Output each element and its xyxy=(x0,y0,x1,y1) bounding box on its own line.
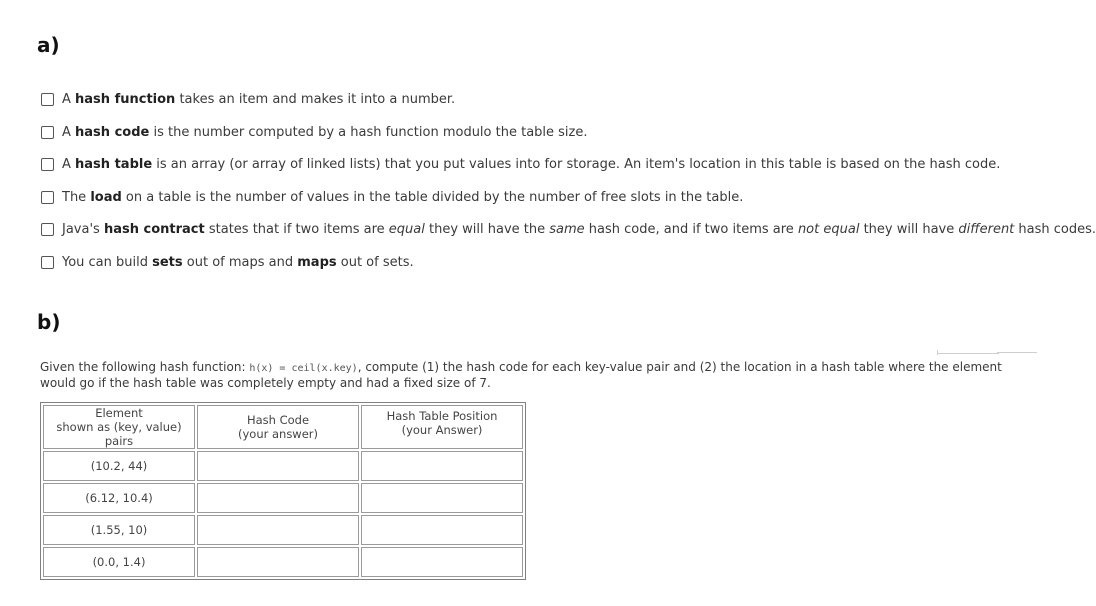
bold-term: sets xyxy=(152,254,183,270)
emphasis-text: same xyxy=(549,221,585,237)
header-element-line2: shown as (key, value) pairs xyxy=(56,420,182,448)
bold-term: hash contract xyxy=(103,221,205,237)
option-text: hash code, and if two items are xyxy=(584,221,798,237)
element-cell: (1.55, 10) xyxy=(43,515,195,545)
option-row[interactable] xyxy=(41,254,414,270)
bold-term: hash function xyxy=(75,91,176,107)
header-element xyxy=(43,405,195,449)
option-checkbox[interactable] xyxy=(41,126,54,139)
emphasis-text: equal xyxy=(388,221,425,237)
option-checkbox[interactable] xyxy=(41,191,54,204)
option-label xyxy=(62,222,1096,237)
header-pos-line2: (your Answer) xyxy=(401,423,483,437)
table-row xyxy=(43,483,523,513)
option-row[interactable] xyxy=(41,124,588,140)
table-position-answer-cell[interactable] xyxy=(361,451,523,481)
option-row[interactable] xyxy=(41,91,455,107)
hash-code-answer-cell[interactable] xyxy=(197,515,359,545)
table-position-answer-cell[interactable] xyxy=(361,547,523,577)
hash-function-code: h(x) = ceil(x.key) xyxy=(249,363,358,374)
element-cell: (10.2, 44) xyxy=(43,451,195,481)
prompt-rest: , compute (1) the hash code for each key-value pair and (2) the location in a hash table where the element would go if the hash table was completely empty and had a fixed size of 7. xyxy=(40,360,1002,390)
bold-term: hash code xyxy=(75,124,150,140)
option-label xyxy=(62,157,1000,172)
header-hash-line1: Hash Code xyxy=(246,413,310,427)
option-text: A xyxy=(62,156,76,172)
option-checkbox[interactable] xyxy=(41,158,54,171)
option-label xyxy=(62,255,414,270)
header-element-line1: Element xyxy=(95,406,143,420)
divider-line xyxy=(937,353,999,354)
option-row[interactable] xyxy=(41,156,1000,172)
option-text: takes an item and makes it into a number. xyxy=(175,91,456,107)
table-row xyxy=(43,547,523,577)
table-header-row xyxy=(43,405,523,449)
table-row xyxy=(43,451,523,481)
option-text: A xyxy=(62,91,76,107)
header-pos-line1: Hash Table Position xyxy=(386,409,498,423)
option-text: on a table is the number of values in the table divided by the number of free slots in the table. xyxy=(121,189,744,205)
emphasis-text: different xyxy=(958,221,1015,237)
option-text: is the number computed by a hash function modulo the table size. xyxy=(149,124,588,140)
option-text: is an array (or array of linked lists) that you put values into for storage. An item's location in this table is based on the hash code. xyxy=(152,156,1001,172)
table-position-answer-cell[interactable] xyxy=(361,483,523,513)
part-a-label: a) xyxy=(37,33,60,57)
option-checkbox[interactable] xyxy=(41,93,54,106)
table-row xyxy=(43,515,523,545)
prompt-intro: Given the following hash function: xyxy=(40,360,250,374)
option-row[interactable] xyxy=(41,221,1096,237)
bold-term: maps xyxy=(297,254,337,270)
option-text: The xyxy=(62,189,91,205)
option-text: You can build xyxy=(62,254,153,270)
option-checkbox[interactable] xyxy=(41,223,54,236)
bold-term: load xyxy=(90,189,122,205)
divider-line-2 xyxy=(997,352,1037,353)
hash-code-answer-cell[interactable] xyxy=(197,547,359,577)
option-text: they will have the xyxy=(424,221,550,237)
element-cell: (0.0, 1.4) xyxy=(43,547,195,577)
header-table-position xyxy=(361,405,523,449)
bold-term: hash table xyxy=(75,156,153,172)
option-text: states that if two items are xyxy=(204,221,389,237)
option-text: Java's xyxy=(62,221,104,237)
header-hash-code xyxy=(197,405,359,449)
option-row[interactable] xyxy=(41,189,743,205)
option-checkbox[interactable] xyxy=(41,256,54,269)
hash-code-answer-cell[interactable] xyxy=(197,451,359,481)
option-text: they will have xyxy=(859,221,959,237)
option-text: out of maps and xyxy=(182,254,298,270)
option-text: hash codes. xyxy=(1014,221,1096,237)
hash-table xyxy=(40,402,526,580)
question-prompt xyxy=(40,360,1040,391)
table-position-answer-cell[interactable] xyxy=(361,515,523,545)
option-text: A xyxy=(62,124,76,140)
element-cell: (6.12, 10.4) xyxy=(43,483,195,513)
emphasis-text: not equal xyxy=(797,221,860,237)
hash-code-answer-cell[interactable] xyxy=(197,483,359,513)
option-label xyxy=(62,92,455,107)
option-label xyxy=(62,125,588,140)
option-text: out of sets. xyxy=(336,254,414,270)
part-b-label: b) xyxy=(37,310,61,334)
header-hash-line2: (your answer) xyxy=(237,427,319,441)
option-label xyxy=(62,190,743,205)
